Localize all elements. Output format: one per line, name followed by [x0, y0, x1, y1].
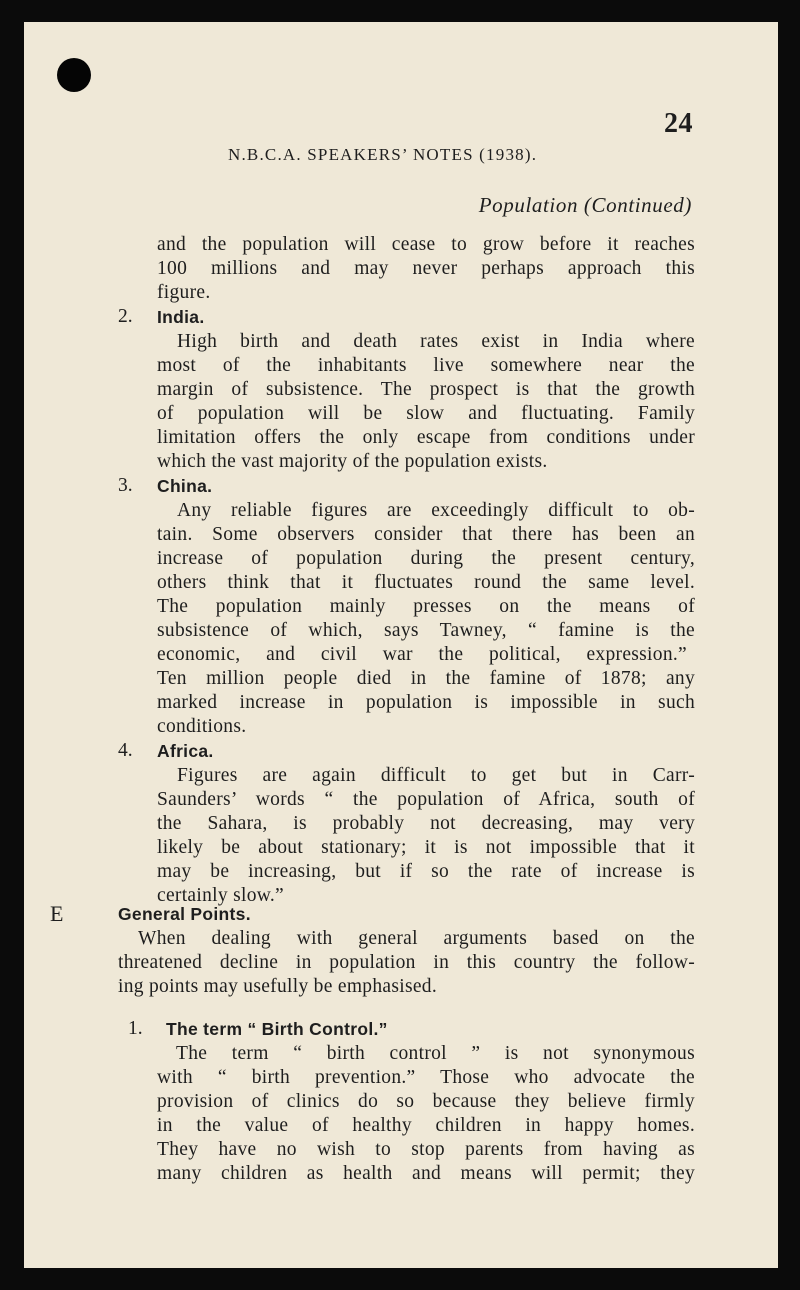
china-line-1: Any reliable figures are exceedingly difficult to ob-	[177, 500, 695, 521]
general-line-2: threatened decline in population in this country the follow-	[118, 952, 695, 973]
africa-line-4: likely be about stationary; it is not impossible that it	[157, 837, 695, 858]
china-line-7: economic, and civil war the political, expression.”	[157, 644, 687, 665]
africa-line-1: Figures are again difficult to get but in Carr-	[177, 765, 695, 786]
india-line-1: High birth and death rates exist in India where	[177, 331, 695, 352]
india-line-4: of population will be slow and fluctuating. Family	[157, 403, 695, 424]
running-header: N.B.C.A. SPEAKERS’ NOTES (1938).	[228, 145, 538, 164]
page-number: 24	[664, 108, 693, 139]
intro-line-1: and the population will cease to grow before it reaches	[157, 234, 695, 255]
africa-line-6: certainly slow.”	[157, 885, 284, 906]
item-number-china: 3.	[118, 475, 133, 496]
china-line-4: others think that it fluctuates round the same level.	[157, 572, 695, 593]
india-line-6: which the vast majority of the population exists.	[157, 451, 548, 472]
birth-control-line-4: in the value of healthy children in happy homes.	[157, 1115, 695, 1136]
intro-line-3: figure.	[157, 282, 211, 303]
africa-line-2: Saunders’ words “ the population of Africa, south of	[157, 789, 695, 810]
item-number-india: 2.	[118, 306, 133, 327]
china-line-3: increase of population during the present century,	[157, 548, 695, 569]
birth-control-line-6: many children as health and means will permit; they	[157, 1163, 695, 1184]
india-line-3: margin of subsistence. The prospect is that the growth	[157, 379, 695, 400]
heading-africa: Africa.	[157, 741, 214, 761]
africa-line-5: may be increasing, but if so the rate of increase is	[157, 861, 695, 882]
heading-china: China.	[157, 476, 213, 496]
general-line-3: ing points may usefully be emphasised.	[118, 976, 438, 997]
item-number-birth-control: 1.	[128, 1018, 143, 1039]
punch-hole	[57, 58, 91, 92]
china-line-9: marked increase in population is impossible in such	[157, 692, 695, 713]
intro-line-2: 100 millions and may never perhaps approach this	[157, 258, 695, 279]
birth-control-line-5: They have no wish to stop parents from having as	[157, 1139, 695, 1160]
heading-birth-control: The term “ Birth Control.”	[166, 1019, 388, 1039]
general-line-1: When dealing with general arguments based on the	[138, 928, 695, 949]
heading-india: India.	[157, 307, 205, 327]
section-letter: E	[50, 901, 64, 926]
birth-control-line-2: with “ birth prevention.” Those who advocate the	[157, 1067, 695, 1088]
africa-line-3: the Sahara, is probably not decreasing, may very	[157, 813, 695, 834]
heading-general-points: General Points.	[118, 904, 251, 924]
china-line-8: Ten million people died in the famine of 1878; any	[157, 668, 695, 689]
india-line-2: most of the inhabitants live somewhere near the	[157, 355, 695, 376]
china-line-5: The population mainly presses on the means of	[157, 596, 695, 617]
india-line-5: limitation offers the only escape from conditions under	[157, 427, 695, 448]
item-number-africa: 4.	[118, 740, 133, 761]
section-title: Population (Continued)	[478, 193, 692, 217]
birth-control-line-1: The term “ birth control ” is not synonymous	[176, 1043, 695, 1064]
birth-control-line-3: provision of clinics do so because they believe firmly	[157, 1091, 695, 1112]
china-line-6: subsistence of which, says Tawney, “ famine is the	[157, 620, 695, 641]
china-line-10: conditions.	[157, 716, 247, 737]
china-line-2: tain. Some observers consider that there has been an	[157, 524, 695, 545]
